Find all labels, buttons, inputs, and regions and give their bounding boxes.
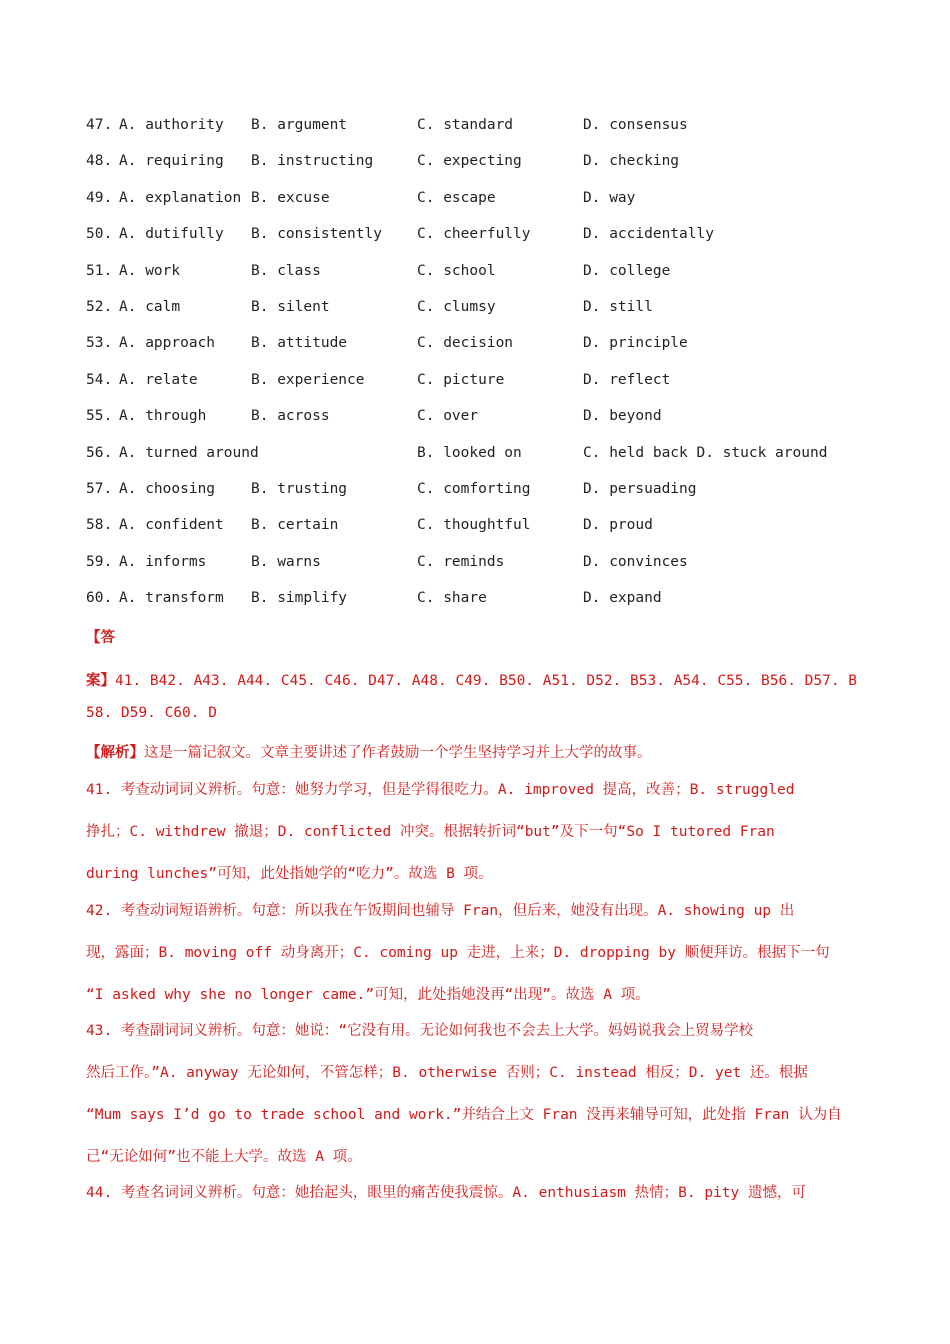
question-row <box>0 372 950 396</box>
option-c: C. reminds <box>417 553 505 570</box>
option-b: B. consistently <box>251 226 382 243</box>
explanation-line: “I asked why she no longer came.”可知，此处指她没再“出现”。故选 A 项。 <box>86 987 650 1003</box>
option-c: B. looked on <box>417 444 522 461</box>
analysis-label: 【解析】 <box>86 745 144 761</box>
question-number: 56. <box>86 444 113 461</box>
question-row <box>0 408 950 432</box>
question-row <box>0 590 950 614</box>
option-d: C. held back D. stuck around <box>583 444 828 461</box>
explanation-line: 42. 考查动词短语辨析。句意：所以我在午饭期间也辅导 Fran，但后来，她没有出现。A. showing up 出 <box>86 903 795 919</box>
answer-label-close: 案】 <box>86 673 115 689</box>
answer-label-open: 【答 <box>86 630 115 646</box>
question-number: 58. <box>86 517 113 534</box>
question-row <box>0 481 950 505</box>
option-c: C. over <box>417 408 479 425</box>
option-b: B. warns <box>251 553 321 570</box>
question-number: 48. <box>86 153 113 170</box>
question-row <box>0 299 950 323</box>
option-c: C. expecting <box>417 153 522 170</box>
explanation-line: 挣扎；C. withdrew 撤退；D. conflicted 冲突。根据转折词“but”及下一句“So I tutored Fran <box>86 824 775 840</box>
option-d: D. college <box>583 262 671 279</box>
answer-keys-1: 41. B42. A43. A44. C45. C46. D47. A48. C49. B50. A51. D52. B53. A54. C55. B56. D57. B <box>115 673 858 689</box>
question-row <box>0 263 950 287</box>
option-c: C. standard <box>417 117 514 133</box>
option-d: D. principle <box>583 335 688 352</box>
option-a: A. requiring <box>119 153 224 170</box>
option-a: A. approach <box>119 335 216 352</box>
option-d: D. way <box>583 189 636 206</box>
question-number: 47. <box>86 117 113 133</box>
option-b: B. class <box>251 262 321 279</box>
question-row <box>0 335 950 359</box>
question-row <box>0 153 950 177</box>
option-a: A. dutifully <box>119 226 224 243</box>
option-c: C. escape <box>417 189 496 206</box>
question-number: 54. <box>86 371 113 388</box>
option-a: A. through <box>119 408 207 425</box>
question-row <box>0 517 950 541</box>
explanation-line: 43. 考查副词词义辨析。句意：她说：“它没有用。无论如何我也不会去上大学。妈妈说我会上贸易学校 <box>86 1023 754 1039</box>
option-a: A. transform <box>119 590 224 607</box>
option-b: B. instructing <box>251 153 374 170</box>
question-number: 51. <box>86 262 113 279</box>
option-a: A. authority <box>119 117 224 133</box>
option-a: A. explanation <box>119 189 242 206</box>
explanation-line: “Mum says I’d go to trade school and work.”并结合上文 Fran 没再来辅导可知，此处指 Fran 认为自 <box>86 1107 842 1123</box>
option-c: C. decision <box>417 335 514 352</box>
question-row <box>0 190 950 214</box>
option-b: B. argument <box>251 117 348 133</box>
option-b: B. simplify <box>251 590 348 607</box>
option-c: C. clumsy <box>417 299 496 315</box>
question-row <box>0 226 950 250</box>
question-row <box>0 445 950 469</box>
option-d: D. expand <box>583 590 662 607</box>
option-a: A. choosing <box>119 481 216 497</box>
option-a: A. turned around <box>119 444 259 461</box>
option-d: D. proud <box>583 517 653 534</box>
question-number: 53. <box>86 335 113 352</box>
question-number: 55. <box>86 408 113 425</box>
analysis-summary: 这是一篇记叙文。文章主要讲述了作者鼓励一个学生坚持学习并上大学的故事。 <box>144 745 652 761</box>
option-b: B. certain <box>251 517 339 534</box>
option-d: D. accidentally <box>583 226 714 243</box>
explanation-line: 己“无论如何”也不能上大学。故选 A 项。 <box>86 1149 362 1165</box>
option-a: A. relate <box>119 371 198 388</box>
option-d: D. checking <box>583 153 680 170</box>
option-d: D. beyond <box>583 408 662 425</box>
option-d: D. persuading <box>583 481 697 497</box>
option-a: A. confident <box>119 517 224 534</box>
option-c: C. thoughtful <box>417 517 531 534</box>
explanation-line: 然后工作。”A. anyway 无论如何，不管怎样；B. otherwise 否则；C. instead 相反；D. yet 还。根据 <box>86 1065 808 1081</box>
question-number: 49. <box>86 189 113 206</box>
option-a: A. informs <box>119 553 207 570</box>
explanation-line: 现，露面；B. moving off 动身离开；C. coming up 走进，上来；D. dropping by 顺便拜访。根据下一句 <box>86 945 830 961</box>
option-c: C. picture <box>417 371 505 388</box>
question-number: 60. <box>86 590 113 607</box>
answer-keys-2: 58. D59. C60. D <box>86 705 217 721</box>
option-d: D. reflect <box>583 371 671 388</box>
explanation-line: 41. 考查动词词义辨析。句意：她努力学习，但是学得很吃力。A. improved 提高，改善；B. struggled <box>86 782 795 798</box>
analysis-line <box>86 741 652 762</box>
question-number: 52. <box>86 299 113 315</box>
option-c: C. comforting <box>417 481 531 497</box>
option-b: B. excuse <box>251 189 330 206</box>
option-b: B. across <box>251 408 330 425</box>
option-b: B. silent <box>251 299 330 315</box>
explanation-line: 44. 考查名词词义辨析。句意：她抬起头，眼里的痛苦使我震惊。A. enthusiasm 热情；B. pity 遗憾，可 <box>86 1185 806 1201</box>
option-d: D. consensus <box>583 117 688 133</box>
option-c: C. share <box>417 590 487 607</box>
question-row <box>0 554 950 578</box>
option-b: B. trusting <box>251 481 348 497</box>
answer-line-1 <box>86 669 857 690</box>
question-number: 59. <box>86 553 113 570</box>
option-d: D. convinces <box>583 553 688 570</box>
question-number: 50. <box>86 226 113 243</box>
option-c: C. school <box>417 262 496 279</box>
option-a: A. calm <box>119 299 181 315</box>
option-b: B. attitude <box>251 335 348 352</box>
option-d: D. still <box>583 299 653 315</box>
option-b: B. experience <box>251 371 365 388</box>
option-a: A. work <box>119 262 181 279</box>
explanation-line: during lunches”可知，此处指她学的“吃力”。故选 B 项。 <box>86 866 493 882</box>
question-row <box>0 117 950 141</box>
option-c: C. cheerfully <box>417 226 531 243</box>
question-number: 57. <box>86 481 113 497</box>
